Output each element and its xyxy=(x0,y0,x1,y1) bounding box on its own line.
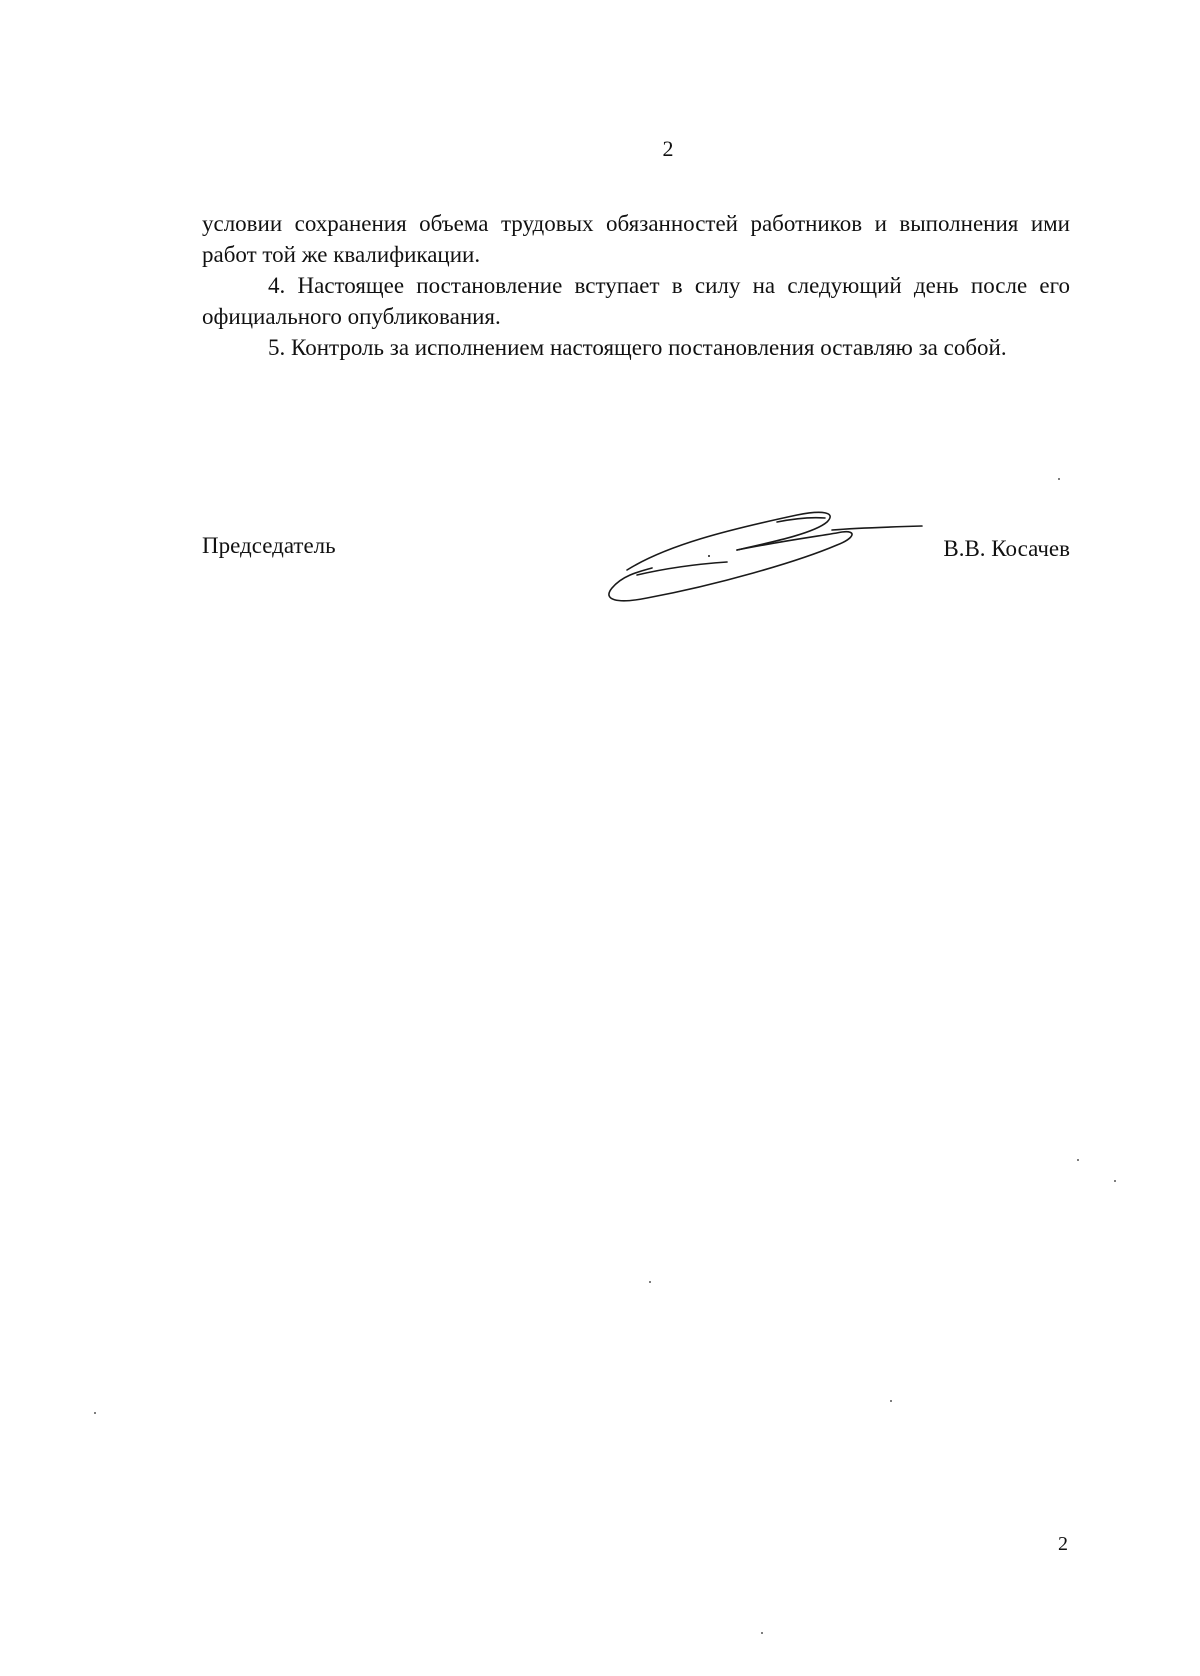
document-body xyxy=(202,208,1070,363)
paragraph-item-5: 5. Контроль за исполнением настоящего постановления оставляю за собой. xyxy=(268,335,1007,360)
page-number-top: 2 xyxy=(662,136,674,161)
scan-speck xyxy=(94,1412,96,1414)
page-number-bottom: 2 xyxy=(1058,1533,1068,1555)
scan-speck xyxy=(1077,1159,1079,1161)
scan-speck xyxy=(1058,478,1060,480)
handwritten-signature xyxy=(597,500,937,620)
scan-speck xyxy=(761,1632,763,1634)
scan-speck xyxy=(890,1400,892,1402)
signature-block xyxy=(202,500,1070,620)
scan-speck xyxy=(649,1281,651,1283)
signer-title: Председатель xyxy=(202,533,336,558)
signer-name: В.В. Косачев xyxy=(943,536,1070,561)
scan-speck xyxy=(1114,1180,1116,1182)
paragraph-item-4: 4. Настоящее постановление вступает в силу на следующий день после его официального опубликования. xyxy=(202,273,1070,329)
paragraph-continuation: условии сохранения объема трудовых обязанностей работников и выполнения ими работ той же квалификации. xyxy=(202,211,1070,267)
